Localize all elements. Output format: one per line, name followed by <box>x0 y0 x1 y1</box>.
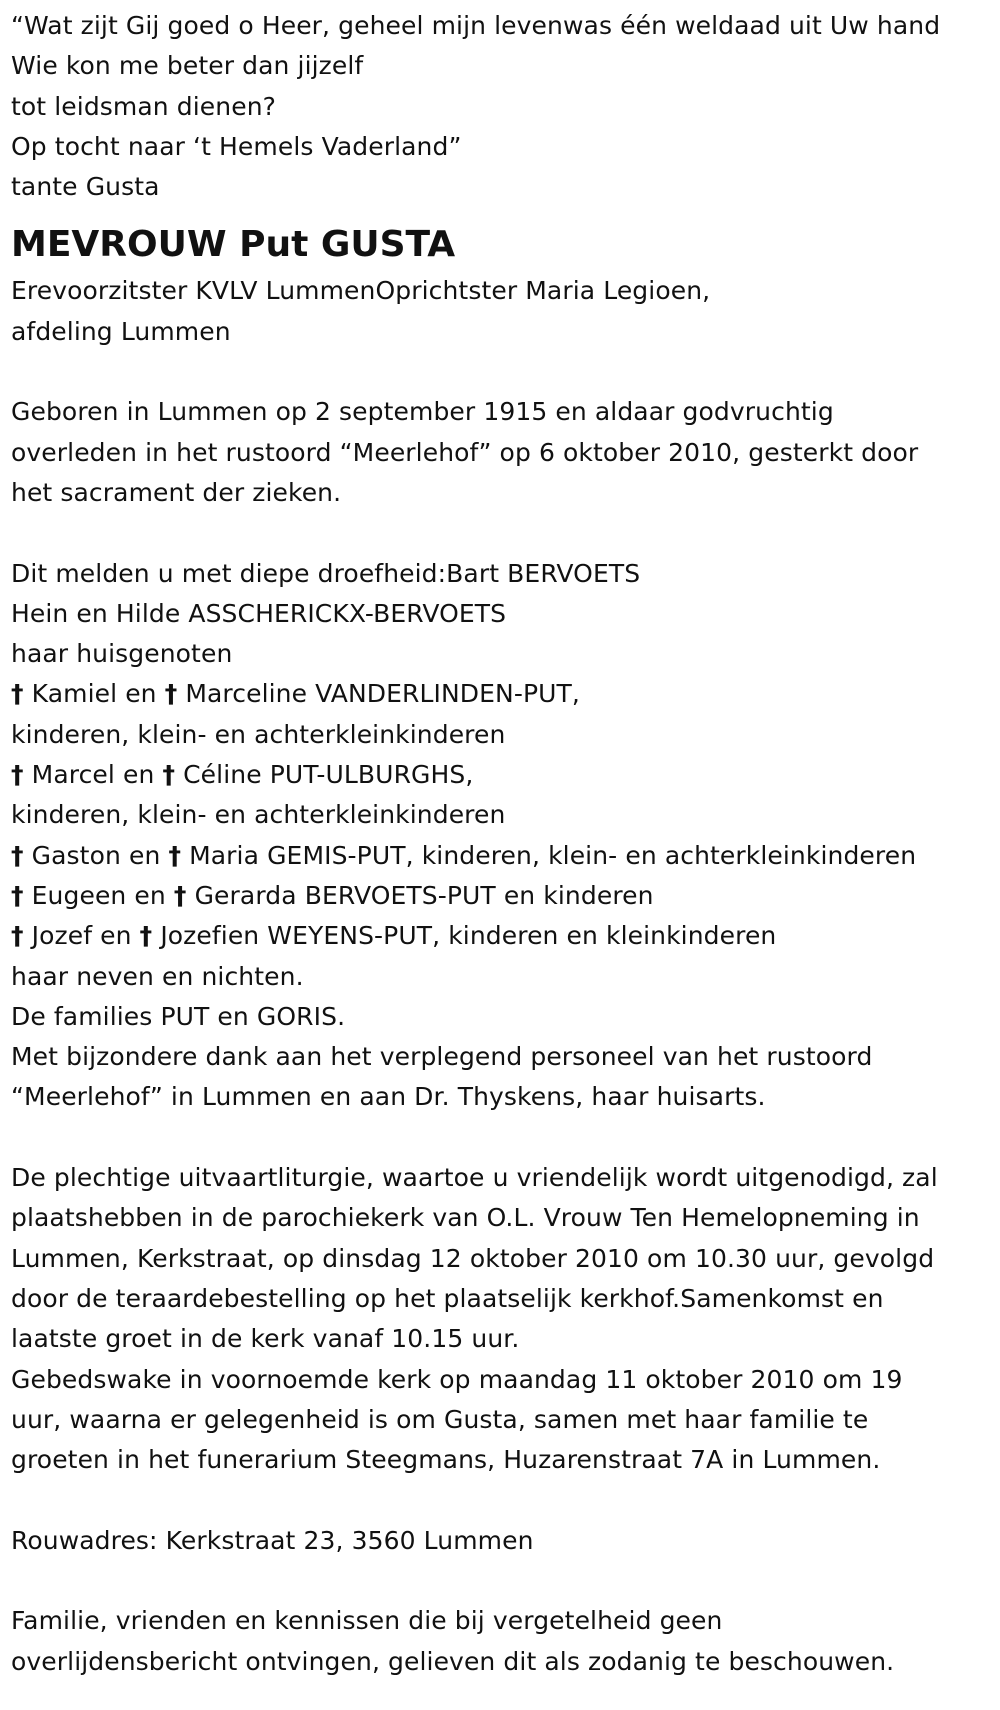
mourner-name: Maria GEMIS-PUT, kinderen, klein- en achterkleinkinderen <box>189 840 917 870</box>
mourners-block <box>11 554 1000 1118</box>
mourner-name: Gerarda BERVOETS-PUT en kinderen <box>194 880 654 910</box>
mourner-name: Jozefien WEYENS-PUT, kinderen en kleinkinderen <box>160 921 777 951</box>
cross-icon: † <box>11 679 24 709</box>
funeral-line: Gebedswake in voornoemde kerk op maandag 11 oktober 2010 om 19 <box>11 1364 903 1394</box>
mourner-name: Gaston en <box>31 840 161 870</box>
funeral-line: Lummen, Kerkstraat, op dinsdag 12 oktober 2010 om 10.30 uur, gevolgd <box>11 1243 935 1273</box>
birth-line: Geboren in Lummen op 2 september 1915 en aldaar godvruchtig <box>11 397 834 427</box>
mourner-name: Marcel en <box>31 760 155 790</box>
mourner-line <box>11 836 1000 876</box>
funeral-line: door de teraardebestelling op het plaatselijk kerkhof.Samenkomst en <box>11 1283 884 1313</box>
birth-line: het sacrament der zieken. <box>11 477 342 507</box>
quote-line: tot leidsman dienen? <box>11 91 277 121</box>
mourner-line: haar huisgenoten <box>11 639 233 669</box>
cross-icon: † <box>11 880 24 910</box>
mourner-line: kinderen, klein- en achterkleinkinderen <box>11 800 506 830</box>
thanks-line: Met bijzondere dank aan het verplegend personeel van het rustoord <box>11 1042 873 1072</box>
cross-icon: † <box>11 840 24 870</box>
quote-block <box>11 6 1000 207</box>
thanks-line: “Meerlehof” in Lummen en aan Dr. Thyskens, haar huisarts. <box>11 1082 766 1112</box>
mourner-line: De families PUT en GORIS. <box>11 1001 346 1031</box>
quote-line: Wie kon me beter dan jijzelf <box>11 51 364 81</box>
mourner-line: kinderen, klein- en achterkleinkinderen <box>11 719 506 749</box>
spacer <box>11 513 1000 553</box>
quote-signature: tante Gusta <box>11 172 160 202</box>
cross-icon: † <box>164 679 178 709</box>
birth-block <box>11 392 1000 513</box>
cross-icon: † <box>162 760 176 790</box>
cross-icon: † <box>139 921 153 951</box>
cross-icon: † <box>173 880 187 910</box>
birth-line: overleden in het rustoord “Meerlehof” op 6 oktober 2010, gesterkt door <box>11 437 919 467</box>
closing-line: overlijdensbericht ontvingen, gelieven dit als zodanig te beschouwen. <box>11 1646 895 1676</box>
closing-block <box>11 1601 1000 1682</box>
spacer <box>11 352 1000 392</box>
funeral-line: groeten in het funerarium Steegmans, Huzarenstraat 7A in Lummen. <box>11 1445 881 1475</box>
obituary-title: MEVROUW Put GUSTA <box>11 224 456 266</box>
funeral-line: uur, waarna er gelegenheid is om Gusta, samen met haar familie te <box>11 1404 869 1434</box>
subtitle-block <box>11 271 1000 352</box>
funeral-block <box>11 1158 1000 1480</box>
mourner-name: Kamiel en <box>31 679 157 709</box>
funeral-line: De plechtige uitvaartliturgie, waartoe u vriendelijk wordt uitgenodigd, zal <box>11 1163 938 1193</box>
mourners-intro: Dit melden u met diepe droefheid:Bart BERVOETS <box>11 558 641 588</box>
spacer <box>11 1561 1000 1601</box>
quote-line: “Wat zijt Gij goed o Heer, geheel mijn levenwas één weldaad uit Uw hand <box>11 11 941 40</box>
mourner-line: Hein en Hilde ASSCHERICKX-BERVOETS <box>11 598 507 628</box>
funeral-line: plaatshebben in de parochiekerk van O.L. Vrouw Ten Hemelopneming in <box>11 1203 920 1233</box>
mourner-name: Céline PUT-ULBURGHS, <box>183 760 474 790</box>
funeral-line: laatste groet in de kerk vanaf 10.15 uur. <box>11 1324 520 1354</box>
mourning-address: Rouwadres: Kerkstraat 23, 3560 Lummen <box>11 1525 534 1555</box>
cross-icon: † <box>168 840 182 870</box>
closing-line: Familie, vrienden en kennissen die bij vergetelheid geen <box>11 1606 723 1636</box>
mourner-name: Marceline VANDERLINDEN-PUT, <box>185 679 580 709</box>
mourner-line <box>11 755 1000 795</box>
quote-line: Op tocht naar ‘t Hemels Vaderland” <box>11 131 462 161</box>
cross-icon: † <box>11 921 24 951</box>
cross-icon: † <box>11 760 24 790</box>
mourner-line <box>11 876 1000 916</box>
subtitle-line: Erevoorzitster KVLV LummenOprichtster Maria Legioen, <box>11 276 711 306</box>
mourner-name: Jozef en <box>31 921 132 951</box>
mourner-line <box>11 674 1000 714</box>
spacer <box>11 1118 1000 1158</box>
mourner-line <box>11 916 1000 956</box>
subtitle-line: afdeling Lummen <box>11 316 231 346</box>
mourner-name: Eugeen en <box>31 880 166 910</box>
mourner-line: haar neven en nichten. <box>11 961 304 991</box>
spacer <box>11 1480 1000 1520</box>
